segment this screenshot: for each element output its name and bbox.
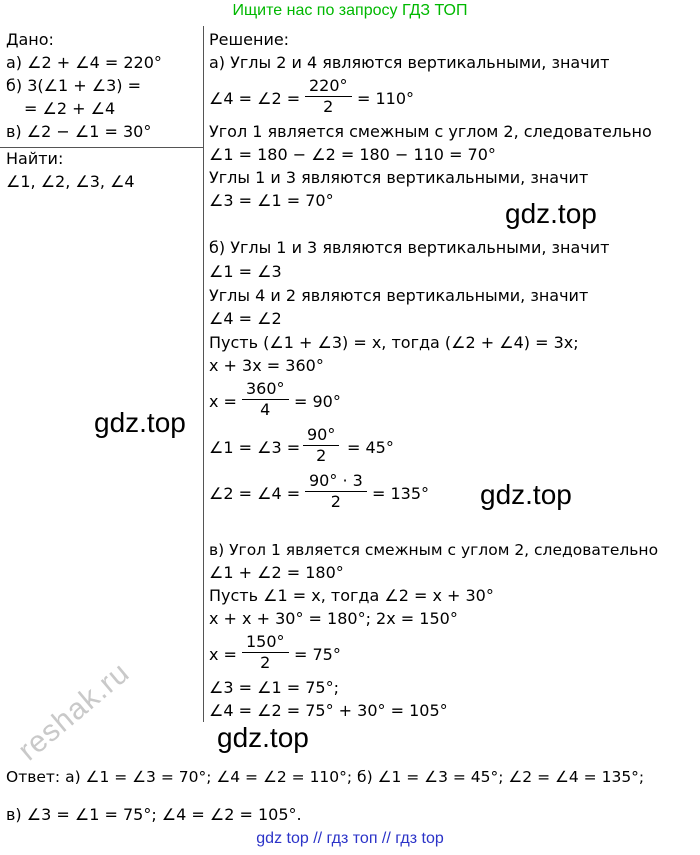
solution-b-line9-pre: ∠2 = ∠4 =	[209, 484, 301, 503]
vertical-divider	[203, 26, 204, 722]
solution-c-line1: в) Угол 1 является смежным с углом 2, следовательно	[209, 541, 659, 559]
solution-b-line7-post: = 90°	[294, 392, 341, 411]
solution-b-line4: ∠4 = ∠2	[209, 309, 282, 328]
fraction-denominator: 2	[260, 653, 271, 672]
answer-line2: в) ∠3 = ∠1 = 75°; ∠4 = ∠2 = 105°.	[6, 805, 302, 824]
solution-a-line3: Угол 1 является смежным с углом 2, следовательно	[209, 122, 652, 141]
watermark-reshak: reshak.ru	[12, 655, 136, 768]
fraction-numerator: 360°	[242, 379, 289, 400]
solution-b-line2: ∠1 = ∠3	[209, 262, 282, 281]
given-line-b1: б) 3(∠1 + ∠3) =	[6, 76, 141, 95]
fraction-numerator: 220°	[305, 76, 352, 97]
solution-c-line2: ∠1 + ∠2 = 180°	[209, 563, 344, 582]
fraction-numerator: 150°	[242, 632, 289, 653]
find-title: Найти:	[6, 149, 64, 168]
solution-b-line6: x + 3x = 360°	[209, 356, 324, 375]
find-line: ∠1, ∠2, ∠3, ∠4	[6, 172, 135, 191]
solution-b-line7-pre: x =	[209, 392, 237, 411]
solution-b-line8-post: = 45°	[347, 438, 394, 457]
bottom-banner: gdz top // гдз топ // гдз top	[256, 830, 444, 847]
solution-c-line5-pre: x =	[209, 645, 237, 664]
solution-b-line3: Углы 4 и 2 являются вертикальными, значит	[209, 286, 589, 305]
solution-c-line6: ∠3 = ∠1 = 75°;	[209, 678, 339, 697]
fraction-denominator: 4	[260, 400, 271, 419]
horizontal-divider	[0, 147, 204, 148]
solution-a-line2-pre: ∠4 = ∠2 =	[209, 89, 301, 108]
watermark-gdz-4: gdz.top	[217, 722, 309, 753]
solution-b-line5: Пусть (∠1 + ∠3) = x, тогда (∠2 + ∠4) = 3x;	[209, 333, 579, 352]
fraction-denominator: 2	[323, 97, 334, 116]
solution-b-fraction-3	[305, 471, 367, 512]
solution-a-fraction	[305, 76, 352, 117]
solution-a-line4: ∠1 = 180 − ∠2 = 180 − 110 = 70°	[209, 145, 496, 164]
answer-line1: Ответ: а) ∠1 = ∠3 = 70°; ∠4 = ∠2 = 110°; б) ∠1 = ∠3 = 45°; ∠2 = ∠4 = 135°;	[6, 768, 645, 786]
fraction-numerator: 90°	[303, 425, 339, 446]
given-line-a: а) ∠2 + ∠4 = 220°	[6, 53, 162, 72]
solution-title: Решение:	[209, 30, 290, 49]
solution-a-line2-post: = 110°	[357, 89, 415, 108]
given-line-b2: = ∠2 + ∠4	[24, 99, 116, 118]
fraction-numerator: 90° · 3	[305, 471, 367, 492]
watermark-gdz-3: gdz.top	[480, 479, 572, 510]
given-line-c: в) ∠2 − ∠1 = 30°	[6, 122, 152, 141]
solution-b-line1: б) Углы 1 и 3 являются вертикальными, значит	[209, 238, 610, 257]
solution-a-line5: Углы 1 и 3 являются вертикальными, значит	[209, 168, 589, 187]
solution-c-line7: ∠4 = ∠2 = 75° + 30° = 105°	[209, 701, 448, 720]
solution-c-line4: x + x + 30° = 180°; 2x = 150°	[209, 609, 458, 628]
solution-b-fraction-2	[303, 425, 339, 466]
fraction-denominator: 2	[316, 446, 327, 465]
solution-a-line6: ∠3 = ∠1 = 70°	[209, 191, 334, 210]
top-banner: Ищите нас по запросу ГДЗ ТОП	[232, 2, 468, 19]
solution-c-fraction	[242, 632, 289, 673]
watermark-gdz-2: gdz.top	[94, 407, 186, 438]
solution-a-line1: а) Углы 2 и 4 являются вертикальными, значит	[209, 53, 610, 72]
solution-b-fraction-1	[242, 379, 289, 420]
solution-b-line9-post: = 135°	[372, 484, 430, 503]
solution-b-line8-pre: ∠1 = ∠3 =	[209, 438, 301, 457]
watermark-gdz-1: gdz.top	[505, 198, 597, 229]
solution-c-line3: Пусть ∠1 = x, тогда ∠2 = x + 30°	[209, 586, 494, 605]
solution-c-line5-post: = 75°	[294, 645, 341, 664]
fraction-denominator: 2	[330, 492, 341, 511]
given-title: Дано:	[6, 30, 54, 49]
